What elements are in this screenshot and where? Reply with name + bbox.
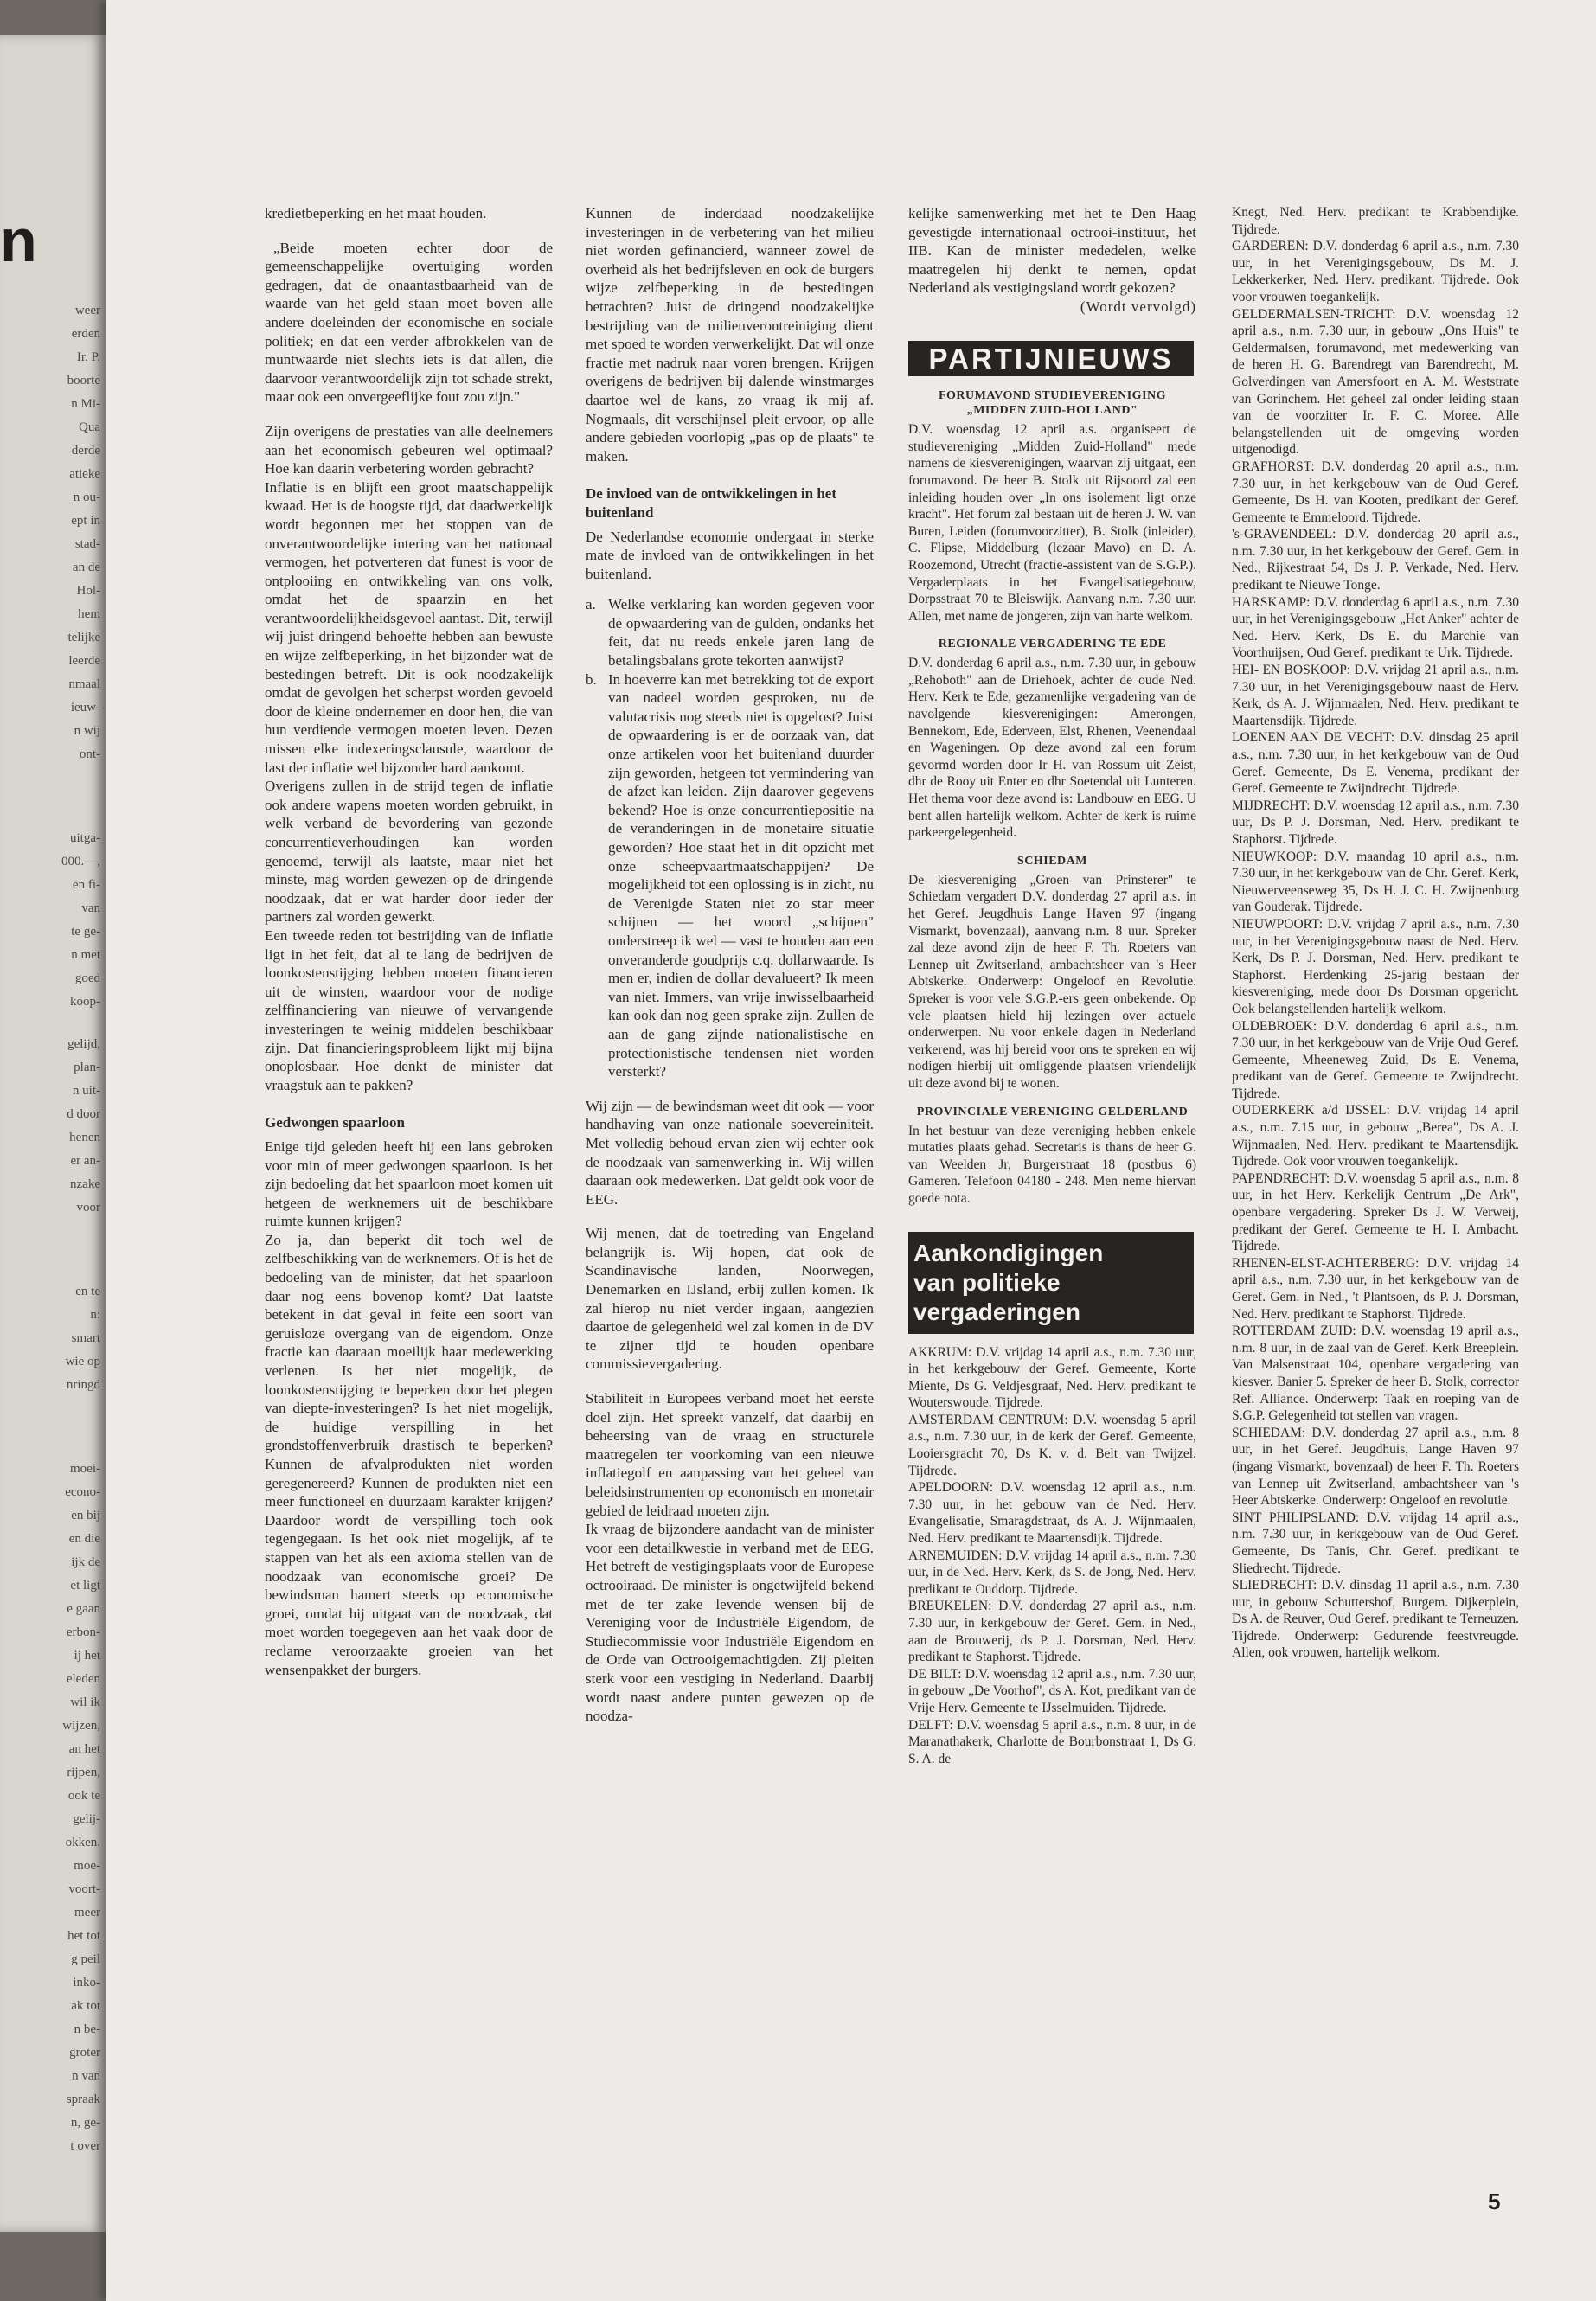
previous-page-text-fragment: Hol- <box>76 584 100 598</box>
announcement: Knegt, Ned. Herv. predikant te Krabbendijke. Tijdrede. <box>1232 205 1519 237</box>
previous-page-text-fragment: koop- <box>70 995 100 1009</box>
previous-page-text-fragment: boorte <box>67 374 100 388</box>
previous-page-text-fragment: groter <box>69 2046 100 2060</box>
announcement: DELFT: D.V. woensdag 5 april a.s., n.m. 8 uur, in de Maranathakerk, Charlotte de Bourbonstraat 1, Ds G. S. A. de <box>908 1717 1196 1766</box>
paragraph: kelijke samenwerking met het te Den Haag gevestigde internationaal octrooi-instituut, het IIB. Kan de minister mededelen, welke maatregelen hij denkt te nemen, opdat Nederland als vestigingsland wordt gekozen? <box>908 205 1196 297</box>
announcement: OLDEBROEK: D.V. donderdag 6 april a.s., n.m. 7.30 uur, in het kerkgebouw van de Vrije Oud Geref. Gemeente, Mheeneweg Zuid, Ds E. Venema, predikant van de Geref. Gemeente te Zwijndrecht. Tijdrede. <box>1232 1018 1519 1101</box>
newspaper-page <box>106 0 1596 2301</box>
previous-page-text-fragment: Qua <box>79 420 100 434</box>
previous-page-text-fragment: moe- <box>74 1859 100 1873</box>
paragraph: Kunnen de inderdaad noodzakelijke investeringen in de verbetering van het milieu niet worden gefinancierd, wanneer zowel de overheid als het bedrijfsleven en ook de burgers wijze zelfbeperking in de bestedingen betrachten? Juist de dringend noodzakelijke bestrijding van de milieuverontreiniging dient met spoed te worden verwerkelijkt. Dat wil onze fractie met nadruk naar voren brengen. Krijgen overigens de bedrijven bij dalende winstmarges daartoe wel de kans, zo vraag ik mij af. Nogmaals, dit verschijnsel pleit ervoor, op alle andere gebieden voorlopig „pas op de plaats" te maken. <box>586 205 874 465</box>
announcement: ROTTERDAM ZUID: D.V. woensdag 19 april a.s., n.m. 8 uur, in de zaal van de Geref. Kerk Breeplein. Van Malsenstraat 104, openbare vergadering van kiesver. Banier 5. Spreker de heer B. Stolk, corrector Ref. Alliance. Onderwerp: Taak en roeping van de S.G.P. Gelegenheid tot stellen van vragen. <box>1232 1324 1519 1424</box>
continued-note: (Wordt vervolgd) <box>1080 298 1196 315</box>
previous-page-text-fragment: meer <box>74 1906 100 1920</box>
news-item: D.V. woensdag 12 april a.s. organiseert de studievereniging „Midden Zuid-Holland" mede namens de kiesverenigingen, waarvan zij uitgaat, een forumavond. De heer B. Stolk uit Rijsoord zal een inleiding houden over „In ons isolement ligt onze kracht". Het forum zal bestaan uit de heren J. W. van Buren, Leiden (forumvoorzitter), B. Stolk (inleider), C. Flipse, Middelburg (lezaar Mavo) en D. A. Roozemond, Utrecht (fractie-assistent van de S.G.P.). Vergaderplaats in het Evangelisatiegebouw, Dorpsstraat 70 te Bleiswijk. Aanvang n.m. 7.30 uur. Allen, met name de jongeren, zijn van harte welkom. <box>908 422 1196 624</box>
previous-page-text-fragment: ijk de <box>71 1555 100 1569</box>
previous-page-text-fragment: hem <box>78 607 100 621</box>
announcement: MIJDRECHT: D.V. woensdag 12 april a.s., n.m. 7.30 uur, Ds P. J. Dorsman, Ned. Herv. predikant te Staphorst. Tijdrede. <box>1232 798 1519 847</box>
paragraph: Ik vraag de bijzondere aandacht van de minister voor een detailkwestie in verband met de EEG. Het betreft de vestigingsplaats voor de Europese octrooiraad. De minister is ongetwijfeld bekend met de ter zake levende wensen bij de Vereniging voor de Industriële Eigendom, de Studiecommissie voor Industriële Eigendom en de Orde van Octrooigemachtigden. Zij pleiten sterk voor een vestiging in Nederland. Daarbij wordt naast andere punten gewezen op de noodza- <box>586 1521 874 1725</box>
question-list <box>586 595 874 1080</box>
list-item <box>586 670 874 1081</box>
previous-page-text-fragment: het tot <box>67 1929 100 1943</box>
previous-page-text-fragment: spraak <box>66 2093 100 2106</box>
announcement: DE BILT: D.V. woensdag 12 april a.s., n.m. 7.30 uur, in gebouw „De Voorhof", ds A. Kot, predikant van de Vrije Herv. Gemeente te IJsselmuiden. Tijdrede. <box>908 1666 1196 1715</box>
paragraph: Inflatie is en blijft een groot maatschappelijk kwaad. Het is de hoogste tijd, dat daadwerkelijk wordt begonnen met het stoppen van de onverantwoordelijke intering van het nationaal vermogen, het potverteren dat funest is voor de ontplooiing en ontwikkeling van ons volk, omdat het de spaarzin en het verantwoordelijkheidsgevoel aantast. Dit, terwijl wij juist dringend behoefte hebben aan bewuste en wijze zelfbeperking, in het bijzonder wat de bestedingen betreft. Dit is ook noodzakelijk omdat de gevolgen het scherpst worden gevoeld door de kleine ondernemer en door hen, die van hun verdiende vermogen moeten leven. Dezen missen elke indexeringsclausule, waardoor de last der inflatie wel bijzonder hard aankomt. <box>265 478 553 776</box>
announcement: OUDERKERK a/d IJSSEL: D.V. vrijdag 14 april a.s., n.m. 7.15 uur, in gebouw „Berea", Ds A. J. Wijnmaalen, Ned. Herv. predikant te Maartensdijk. Tijdrede. Ook voor vrouwen toegankelijk. <box>1232 1103 1519 1170</box>
column-2 <box>586 204 874 1726</box>
news-item: D.V. donderdag 6 april a.s., n.m. 7.30 uur, in gebouw „Rehoboth" aan de Driehoek, achter de oude Ned. Herv. Kerk te Ede, gezamenlijke vergadering van de navolgende kiesverenigingen: Amerongen, Bennekom, Ede, Ederveen, Elst, Rhenen, Veenendaal en Wageningen. Op deze avond zal een forum gevormd worden door Ir H. van Rossum uit Zeist, dhr de Rooy uit Enter en dhr Soetendal uit Lunteren. Het thema voor deze avond is: Landbouw en EEG. U bent allen hartelijk welkom. Achter de kerk is ruime parkeergelegenheid. <box>908 656 1196 841</box>
announcements-banner <box>908 1232 1194 1334</box>
previous-page-text-fragment: voort- <box>68 1882 100 1896</box>
previous-page-text-fragment: telijke <box>67 631 100 644</box>
previous-page-text-fragment: nzake <box>70 1177 100 1191</box>
previous-page-text-fragment: n, ge- <box>70 2116 100 2130</box>
paragraph: De Nederlandse economie ondergaat in sterke mate de invloed van de ontwikkelingen in het buitenland. <box>586 528 874 582</box>
previous-page-text-fragment: econo- <box>65 1485 100 1499</box>
section-heading: De invloed van de ontwikkelingen in het buitenland <box>586 485 836 521</box>
paragraph: Wij zijn — de bewindsman weet dit ook — voor handhaving van onze nationale soevereiniteit. Met volledig behoud ervan zien wij echter ook de noodzaak van samenwerking in. Wij willen daaraan ook medewerken. Dat geldt ook voor de EEG. <box>586 1097 874 1208</box>
previous-page-text-fragment: Ir. P. <box>76 350 100 364</box>
previous-page-text-fragment: n met <box>71 948 100 962</box>
previous-page-text-fragment: plan- <box>74 1061 100 1074</box>
previous-page-text-fragment: inko- <box>73 1976 100 1990</box>
previous-page-text-fragment: 000.—, <box>61 855 100 868</box>
previous-page-text-fragment: t over <box>70 2139 100 2153</box>
paragraph: Overigens zullen in de strijd tegen de inflatie ook andere wapens moeten worden gebruikt, in welk verband de bevordering van gezonde concurrentieverhoudingen kan worden genoemd, terwijl als laatste, maar niet het minste, mag worden gewezen op de dringende noodzaak, dat er wat harder door ieder der partners zal worden gewerkt. <box>265 778 553 926</box>
announcement: HEI- EN BOSKOOP: D.V. vrijdag 21 april a.s., n.m. 7.30 uur, in het Verenigingsgebouw naast de Herv. Kerk, ds A. J. Wijnmaalen, Ned. Herv. predikant te Maartensdijk. Tijdrede. <box>1232 663 1519 728</box>
paragraph: kredietbeperking en het maat houden. <box>265 205 487 221</box>
announcement: SCHIEDAM: D.V. donderdag 27 april a.s., n.m. 8 uur, in het Geref. Jeugdhuis, Lange Haven 97 (ingang Vismarkt, bovenzaal) de heer F. Th. Roeters van Lennep uit Zwitserland, ambachtsheer van 's Heer Abtskerke. Onderwerp: Ongeloof en revolutie. <box>1232 1425 1519 1509</box>
previous-page-text-fragment: smart <box>71 1331 100 1345</box>
list-item-text: Welke verklaring kan worden gegeven voor de opwaardering van de gulden, ondanks het feit, dat nu reeds enkele jaren lang de betalingsbalans grote tekorten aanwijst? <box>608 596 874 670</box>
previous-page-text-fragment: wil ik <box>70 1695 100 1709</box>
previous-page-text-fragment: an de <box>72 561 100 574</box>
previous-page-text-fragment: ak tot <box>71 1999 100 2013</box>
previous-page-text-fragment: e gaan <box>67 1602 100 1616</box>
announcement: SINT PHILIPSLAND: D.V. vrijdag 14 april a.s., n.m. 7.30 uur, in kerkgebouw van de Oud Geref. Gemeente, Ds Tanis, Chr. Geref. predikant te Sliedrecht. Tijdrede. <box>1232 1509 1519 1576</box>
paragraph: Zijn overigens de prestaties van alle deelnemers aan het economisch gebeuren wel optimaal? Hoe kan daarin verbetering worden gebracht? <box>265 422 553 478</box>
news-item: De kiesvereniging „Groen van Prinsterer" te Schiedam vergadert D.V. donderdag 27 april a.s. in het Geref. Jeugdhuis Lange Haven 97 (ingang Vismarkt, bovenzaal), aanvang n.m. 8 uur. Spreker zal deze avond zijn de heer F. Th. Roeters van Lennep uit Zwitserland, ambachtsheer van 's Heer Abtskerke. Onderwerp: Ongeloof en Revolutie. Spreker is voor vele S.G.P.-ers geen onbekende. Op vele plaatsen hield hij lezingen over actuele onderwerpen. Nu voor enkele dagen in Nederland verkerend, was hij bereid voor ons te spreken en wij nodigen hierbij uit omliggende plaatsen vriendelijk uit deze avond bij te wonen. <box>908 872 1196 1091</box>
banner-line: van politieke vergaderingen <box>913 1268 1080 1325</box>
previous-page-text-fragment: n uit- <box>72 1084 100 1098</box>
previous-page-text-fragment: erden <box>71 327 100 341</box>
previous-page-text-fragment: n be- <box>74 2022 100 2036</box>
previous-page-text-fragment: uitga- <box>70 831 100 845</box>
previous-page-text-fragment: nmaal <box>68 677 100 691</box>
previous-page-text-fragment: wijzen, <box>62 1719 100 1733</box>
previous-page-text-fragment: ept in <box>71 514 100 528</box>
previous-page-text-fragment: en bij <box>71 1509 100 1522</box>
previous-page-text-fragment: rijpen, <box>67 1766 100 1779</box>
quote-paragraph: „Beide moeten echter door de gemeenschappelijke overtuiging worden gedragen, dat de onaantastbaarheid van de waarde van het geld staan moet boven alle andere doeleinden der economische en sociale politiek; en dat een verder afbrokkelen van de muntwaarde niet slechts iets is dat allen, die daarvoor verantwoordelijk zijn tot schade strekt, maar ook een onvergeeflijke fout zou zijn." <box>265 239 553 406</box>
paragraph: Wij menen, dat de toetreding van Engeland belangrijk is. Wij hopen, dat ook de Scandinavische landen, Noorwegen, Denemarken en IJsland, erbij zullen komen. Ik zal hierop nu niet verder ingaan, aangezien daartoe de gelegenheid wel zal komen in de DV te zijner tijd te houden openbare commissievergadering. <box>586 1225 874 1373</box>
previous-page-text-fragment: n: <box>90 1308 100 1322</box>
column-3 <box>908 204 1196 1767</box>
list-item <box>586 595 874 670</box>
previous-page-text-fragment: g peil <box>71 1952 100 1966</box>
list-marker: a. <box>586 596 596 613</box>
previous-page-text-fragment: d door <box>67 1107 100 1121</box>
announcement: PAPENDRECHT: D.V. woensdag 5 april a.s., n.m. 8 uur, in het Herv. Kerkelijk Centrum „De Ark", openbare vergadering. Spreker Ds J. W. Verweij, predikant der Geref. Gemeente te H. I. Ambacht. Tijdrede. <box>1232 1170 1519 1254</box>
previous-page-text-fragment: eleden <box>66 1672 100 1686</box>
previous-page-text-fragment: et ligt <box>70 1579 100 1593</box>
previous-page-text-fragment: derde <box>71 444 100 458</box>
paragraph: Zo ja, dan beperkt dit toch wel de zelfbeschikking van de werknemers. Of is het de bedoeling van de minister, dat het spaarloon daar nog eens bovenop komt? Dat laatste betekent in dat geval in feite een soort van geruisloze overgang van de eigendom. Onze fractie kan daaraan moeilijk haar medewerking verlenen. Is het niet mogelijk, de loonkostenstijging te beperken door het plegen van diepte-investeringen? Is het niet mogelijk, de huidige verspilling in het grondstoffenverbruik drastisch te beperken? Kunnen de afvalprodukten niet worden geregenereerd? Kunnen de produkten niet een meer functioneel en duurzaam karakter krijgen? Daardoor wordt de verspilling toch ook tegengegaan. Is het ook niet mogelijk, af te stappen van het als een axioma stellen van de noodzaak van economische groei? De bewindsman hamert steeds op economische groei, omdat hij uitgaat van de noodzaak, dat moet worden toegegeven aan het vaak door de reclame veroorzaakte groeien van het wensenpakket der burgers. <box>265 1231 553 1678</box>
announcement: 's-GRAVENDEEL: D.V. donderdag 20 april a.s., n.m. 7.30 uur, in het kerkgebouw der Geref. Gem. in Ned., Rijkestraat 54, Ds J. P. Verkade, Ned. Herv. predikant te Nieuwe Tonge. <box>1232 527 1519 593</box>
previous-page-text-fragment: moei- <box>70 1462 100 1476</box>
paragraph: Enige tijd geleden heeft hij een lans gebroken voor min of meer gedwongen spaarloon. Is het zijn bedoeling dat het spaarloon moet komen uit hetgeen de werknemers uit de beschikbare ruimte kunnen krijgen? <box>265 1138 553 1230</box>
previous-page-text-fragment: henen <box>69 1131 100 1144</box>
previous-page-text-fragment: te ge- <box>71 925 100 939</box>
news-subheading: FORUMAVOND STUDIEVERENIGING „MIDDEN ZUID-HOLLAND" <box>938 389 1167 418</box>
paragraph: Een tweede reden tot bestrijding van de inflatie ligt in het feit, dat al te lang de bedrijven de loonkostenstijging hebben moeten financieren uit de winsten, waardoor voor de nodige zelffinanciering van nieuwe of vervangende investeringen te weinig middelen beschikbaar zijn. Dat financieringsprobleem lijkt mij bijna onoplosbaar. Hoe denkt de minister dat vraagstuk aan te pakken? <box>265 926 553 1093</box>
announcement: RHENEN-ELST-ACHTERBERG: D.V. vrijdag 14 april a.s., n.m. 7.30 uur, in het kerkgebouw van de Geref. Gem. in Ned., 't Plantsoen, ds P. J. Dorsman, Ned. Herv. predikant te Staphorst. Tijdrede. <box>1232 1255 1519 1322</box>
previous-page-edge <box>0 35 106 2232</box>
news-item: In het bestuur van deze vereniging hebben enkele mutaties plaats gehad. Secretaris is thans de heer G. van Weelden Jr, Burgerstraat 18 (postbus 6) Gameren. Telefoon 04180 - 248. Men neme hiervan goede nota. <box>908 1123 1196 1206</box>
previous-page-text-fragment: ieuw- <box>70 701 100 715</box>
previous-page-text-fragment: n Mi- <box>71 397 100 411</box>
previous-page-text-fragment: an het <box>68 1742 100 1756</box>
previous-page-text-fragment: nringd <box>66 1378 100 1392</box>
previous-page-text-fragment: wie op <box>65 1355 100 1368</box>
partijnieuws-banner: PARTIJNIEUWS <box>908 341 1194 377</box>
previous-page-text-fragment: er an- <box>70 1154 100 1168</box>
previous-page-text-fragment: en die <box>68 1532 100 1546</box>
previous-page-text-fragment: n ou- <box>73 490 100 504</box>
previous-page-text-fragment: n van <box>72 2069 100 2083</box>
announcement: NIEUWKOOP: D.V. maandag 10 april a.s., n.m. 7.30 uur, in het kerkgebouw van de Chr. Geref. Kerk, Nieuwerveenseweg 35, Ds H. J. C. H. Zwijnenburg van Gouderak. Tijdrede. <box>1232 849 1519 915</box>
announcement: SLIEDRECHT: D.V. dinsdag 11 april a.s., n.m. 7.30 uur, in gebouw Schuttershof, Burgem. Dijkerplein, Ds A. de Reuver, Oud Geref. predikant te Terneuzen. Tijdrede. Onderwerp: Gedurende feestvreugde. Allen, ook vrouwen, hartelijk welkom. <box>1232 1578 1519 1661</box>
previous-page-text-fragment: ook te <box>67 1789 100 1803</box>
announcement: BREUKELEN: D.V. donderdag 27 april a.s., n.m. 7.30 uur, in kerkgebouw der Geref. Gem. in Ned., aan de Brouwerij, ds P. J. Dorsman, Ned. Herv. predikant te Staphorst. Tijdrede. <box>908 1599 1196 1665</box>
previous-page-text-fragment: ont- <box>79 747 100 761</box>
previous-page-text-fragment: n wij <box>74 724 100 738</box>
previous-page-text-fragment: leerde <box>68 654 100 668</box>
previous-page-text-fragment: gelij- <box>73 1812 100 1826</box>
announcement: HARSKAMP: D.V. donderdag 6 april a.s., n.m. 7.30 uur, in het Verenigingsgebouw „Het Anker" achter de Ned. Herv. Kerk, Ds E. du Marchie van Voorthuijsen, Oud Geref. predikant te Urk. Tijdrede. <box>1232 594 1519 661</box>
announcement: GRAFHORST: D.V. donderdag 20 april a.s., n.m. 7.30 uur, in het kerkgebouw van de Oud Geref. Gemeente, Ds H. van Kooten, predikant der Geref. Gemeente te Emmeloord. Tijdrede. <box>1232 458 1519 525</box>
previous-page-text-fragment: en te <box>75 1285 100 1298</box>
announcement: NIEUWPOORT: D.V. vrijdag 7 april a.s., n.m. 7.30 uur, in het Verenigingsgebouw naast de Ned. Herv. Kerk, Ds P. J. Dorsman, Ned. Herv. predikant te Staphorst. Herdenking 25-jarig bestaan der kiesvereniging, mede door Ds Dorsman opgericht. Ook belangstellenden hartelijk welkom. <box>1232 916 1519 1016</box>
previous-page-text-fragment: ij het <box>74 1649 100 1663</box>
column-4 <box>1232 204 1519 1662</box>
announcement: GARDEREN: D.V. donderdag 6 april a.s., n.m. 7.30 uur, in het Verenigingsgebouw, Ds M. J. Lekkerkerker, Ned. Herv. predikant. Tijdrede. Ook voor vrouwen toegankelijk. <box>1232 239 1519 304</box>
page-number: 5 <box>1488 2189 1501 2214</box>
previous-page-text-fragment: stad- <box>74 537 100 551</box>
news-subheading: REGIONALE VERGADERING TE EDE <box>938 638 1167 651</box>
announcement: GELDERMALSEN-TRICHT: D.V. woensdag 12 april a.s., n.m. 7.30 uur, in gebouw „Ons Huis" te Geldermalsen, forumavond, met medewerking van de heren H. G. Barendregt van Barendrecht, M. Golverdingen van Amersfoort en A. M. Weststrate van Gorinchem. Het geheel zal onder leiding staan van de voorzitter Ir. F. C. Moree. Alle belangstellenden uit de omgeving worden uitgenodigd. <box>1232 306 1519 458</box>
news-subheading: SCHIEDAM <box>1016 854 1087 868</box>
previous-page-text-fragment: voor <box>76 1201 100 1215</box>
banner-line: Aankondigingen <box>913 1239 1104 1266</box>
previous-page-text-fragment: weer <box>74 304 100 317</box>
announcement: LOENEN AAN DE VECHT: D.V. dinsdag 25 april a.s., n.m. 7.30 uur, in het kerkgebouw van de Oud Geref. Gemeente, Ds E. Venema, predikant der Geref. Gemeente te Zwijndrecht. Tijdrede. <box>1232 730 1519 797</box>
announcement: APELDOORN: D.V. woensdag 12 april a.s., n.m. 7.30 uur, in het gebouw van de Ned. Herv. Evangelisatie, Smaragdstraat, ds A. J. Wijnmaalen, Ned. Herv. predikant te Maartensdijk. Tijdrede. <box>908 1480 1196 1547</box>
previous-page-text-fragment: van <box>81 901 100 915</box>
announcement: AKKRUM: D.V. vrijdag 14 april a.s., n.m. 7.30 uur, in het kerkgebouw der Geref. Gemeente, Korte Miente, Ds G. Veldjesgraaf, Ned. Herv. predikant te Wouterswoude. Tijdrede. <box>908 1344 1196 1411</box>
announcement: AMSTERDAM CENTRUM: D.V. woensdag 5 april a.s., n.m. 7.30 uur, in de kerk der Geref. Gemeente, Looiersgracht 70, Ds K. v. d. Belt van Twijzel. Tijdrede. <box>908 1412 1196 1478</box>
announcement: ARNEMUIDEN: D.V. vrijdag 14 april a.s., n.m. 7.30 uur, in de Ned. Herv. Kerk, ds S. de Jong, Ned. Herv. predikant te Ouddorp. Tijdrede. <box>908 1548 1196 1597</box>
column-1 <box>265 204 553 1679</box>
section-heading: Gedwongen spaarloon <box>265 1114 405 1131</box>
previous-page-text-fragment: gelijd, <box>67 1037 100 1051</box>
list-marker: b. <box>586 670 597 688</box>
previous-page-text-fragment: en fi- <box>72 878 100 892</box>
previous-page-text-fragment: goed <box>74 971 100 985</box>
previous-page-text-fragment: atieke <box>69 467 100 481</box>
paragraph: Stabiliteit in Europees verband moet het eerste doel zijn. Het spreekt vanzelf, dat daarbij en beheersing van de vraag en structurele maatregelen ter voorkoming van een nieuwe inflatiegolf en aanpassing van het geheel van beleidsinstrumenten op economisch en monetair gebied de leidraad moeten zijn. <box>586 1390 874 1519</box>
previous-page-text-fragment: okken. <box>65 1836 100 1849</box>
previous-page-text-fragment: erbon- <box>66 1625 100 1639</box>
list-item-text: In hoeverre kan met betrekking tot de export van nadeel worden gesproken, nu de valutacrisis nog steeds niet is opgelost? Juist de opwaardering is er de oorzaak van, dat onze artikelen voor het buitenland duurder zijn geworden, hetgeen tot vermindering van de afzet kan leiden. Zijn daarover gegevens bekend? Hoe is onze concurrentiepositie na de veranderingen in de monetaire situatie geworden? Hoe staat het in dit opzicht met onze scheepvaartmaatschappijen? De mogelijkheid tot een oplossing is in zicht, nu de Verenigde Staten niet zo star meer schijnen — het woord „schijnen" onderstreep ik wel — vast te houden aan een onveranderde goudprijs c.q. dollarwaarde. Is men er, indien de dollar devalueert? Ik meen van niet. Immers, van vrije inwisselbaarheid kan ook dan nog geen sprake zijn. Zullen de aan de gang zijnde nationalistische en protectionistische tendensen niet worden versterkt? <box>608 670 874 1080</box>
news-subheading: PROVINCIALE VERENIGING GELDERLAND <box>916 1105 1189 1118</box>
cropped-headline-letter: n <box>0 207 37 274</box>
